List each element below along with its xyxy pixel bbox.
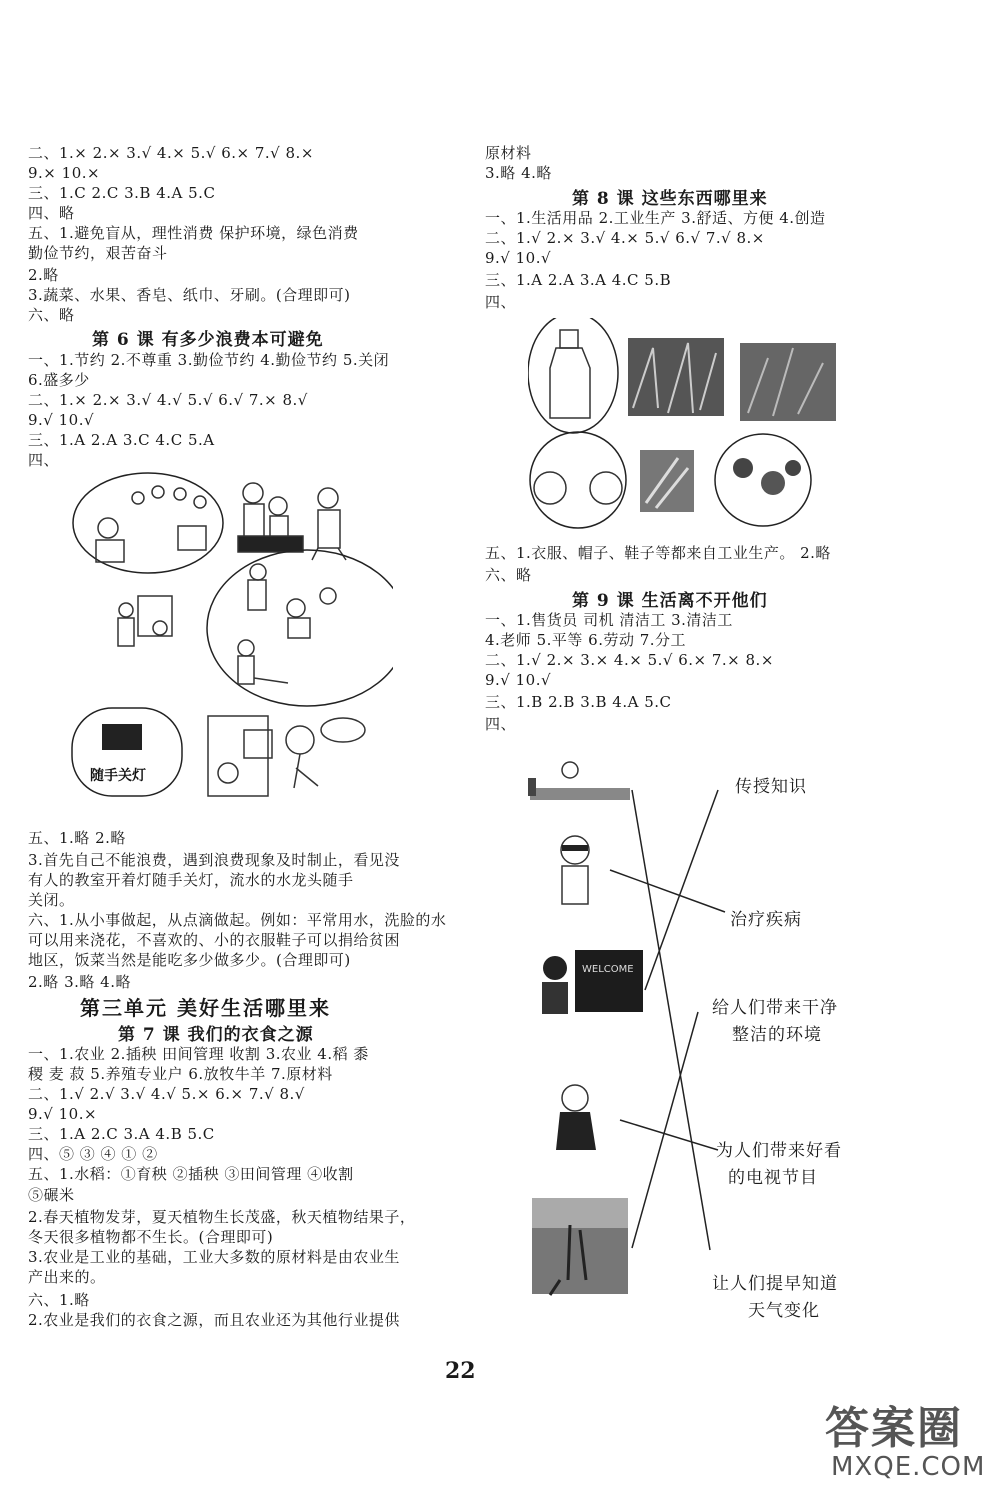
unit-title: 第三单元 美好生活哪里来: [80, 996, 331, 1020]
answer-line: 3.蔬菜、水果、香皂、纸巾、牙刷。(合理即可): [28, 286, 351, 304]
answer-line: 3.首先自己不能浪费，遇到浪费现象及时制止，看见没: [28, 851, 400, 869]
answer-line: 一、1.节约 2.不尊重 3.勤俭节约 4.勤俭节约 5.关闭: [28, 351, 390, 369]
lights-off-caption: 随手关灯: [90, 768, 146, 784]
match-label: 给人们带来干净: [712, 998, 838, 1018]
answer-line: 四、: [485, 715, 517, 733]
answer-line: 六、略: [485, 566, 532, 584]
answer-line: 3.农业是工业的基础，工业大多数的原材料是由农业生: [28, 1248, 400, 1266]
answer-line: 稷 麦 菽 5.养殖专业户 6.放牧牛羊 7.原材料: [28, 1065, 333, 1083]
answer-line: 2.略: [28, 266, 59, 284]
answer-line: 五、1.避免盲从，理性消费 保护环境，绿色消费: [28, 224, 359, 242]
answer-line: 三、1.C 2.C 3.B 4.A 5.C: [28, 184, 216, 202]
answer-line: 六、1.略: [28, 1291, 90, 1309]
answer-line: 一、1.生活用品 2.工业生产 3.舒适、方便 4.创造: [485, 209, 826, 227]
answer-line: 二、1.√ 2.× 3.× 4.× 5.√ 6.× 7.× 8.×: [485, 651, 774, 669]
answer-line: 二、1.√ 2.√ 3.√ 4.√ 5.× 6.× 7.√ 8.√: [28, 1085, 305, 1103]
match-label: 让人们提早知道: [712, 1274, 838, 1294]
answer-line: 三、1.A 2.C 3.A 4.B 5.C: [28, 1125, 215, 1143]
match-label: 为人们带来好看: [716, 1141, 842, 1161]
answer-line: 四、略: [28, 204, 75, 222]
answer-line: 二、1.√ 2.× 3.√ 4.× 5.√ 6.√ 7.√ 8.×: [485, 229, 765, 247]
answer-line: 一、1.售货员 司机 清洁工 3.清洁工: [485, 611, 733, 629]
answer-line: 四、: [28, 451, 60, 469]
answer-line: 9.× 10.×: [28, 164, 101, 182]
watermark: [825, 1392, 985, 1482]
answer-line: 2.春天植物发芽，夏天植物生长茂盛，秋天植物结果子，: [28, 1208, 416, 1226]
answer-line: 五、1.衣服、帽子、鞋子等都来自工业生产。 2.略: [485, 544, 831, 562]
answer-line: 9.√ 10.×: [28, 1105, 98, 1123]
answer-line: 2.农业是我们的衣食之源，而且农业还为其他行业提供: [28, 1311, 400, 1329]
answer-line: 勤俭节约，艰苦奋斗: [28, 244, 168, 262]
answer-line: ⑤碾米: [28, 1186, 75, 1204]
answer-line: 关闭。: [28, 891, 75, 909]
answer-line: 9.√ 10.√: [485, 249, 552, 267]
match-label: 天气变化: [748, 1301, 820, 1321]
answer-line: 三、1.B 2.B 3.B 4.A 5.C: [485, 693, 672, 711]
answer-line: 有人的教室开着灯随手关灯，流水的水龙头随手: [28, 871, 354, 889]
answer-line: 可以用来浇花，不喜欢的、小的衣服鞋子可以捐给贫困: [28, 931, 401, 949]
board-text: WELCOME: [582, 964, 634, 975]
answer-line: 五、1.水稻：①育秧 ②插秧 ③田间管理 ④收割: [28, 1165, 354, 1183]
answer-line: 二、1.× 2.× 3.√ 4.× 5.√ 6.× 7.√ 8.×: [28, 144, 314, 162]
match-label: 传授知识: [735, 777, 807, 797]
lesson-title: 第 7 课 我们的衣食之源: [118, 1025, 314, 1045]
answer-line: 地区，饭菜当然是能吃多少做多少。(合理即可): [28, 951, 351, 969]
answer-line: 原材料: [485, 144, 532, 162]
raw-material-figure: [528, 318, 848, 543]
answer-line: 六、1.从小事做起，从点滴做起。例如：平常用水，洗脸的水: [28, 911, 447, 929]
waste-illustration: [68, 468, 393, 813]
watermark-title: 答案圈: [825, 1403, 963, 1454]
answer-line: 六、略: [28, 306, 75, 324]
answer-line: 一、1.农业 2.插秧 田间管理 收割 3.农业 4.稻 黍: [28, 1045, 369, 1063]
lesson-title: 第 6 课 有多少浪费本可避免: [92, 330, 324, 350]
lesson-title: 第 9 课 生活离不开他们: [572, 591, 768, 611]
answer-line: 3.略 4.略: [485, 164, 552, 182]
answer-line: 6.盛多少: [28, 371, 90, 389]
answer-line: 二、1.× 2.× 3.√ 4.√ 5.√ 6.√ 7.× 8.√: [28, 391, 308, 409]
page-number: 22: [445, 1358, 476, 1384]
answer-line: 五、1.略 2.略: [28, 829, 126, 847]
watermark-url: MXQE.COM: [831, 1452, 986, 1482]
answer-line: 9.√ 10.√: [28, 411, 95, 429]
match-label: 治疗疾病: [730, 910, 802, 930]
answer-line: 三、1.A 2.A 3.A 4.C 5.B: [485, 271, 672, 289]
lesson-title: 第 8 课 这些东西哪里来: [572, 189, 768, 209]
answer-line: 四、: [485, 293, 517, 311]
answer-line: 冬天很多植物都不生长。(合理即可): [28, 1228, 274, 1246]
answer-line: 产出来的。: [28, 1268, 106, 1286]
match-label: 整洁的环境: [732, 1025, 822, 1045]
answer-line: 四、⑤ ③ ④ ① ②: [28, 1145, 158, 1163]
match-label: 的电视节目: [728, 1168, 818, 1188]
answer-line: 4.老师 5.平等 6.劳动 7.分工: [485, 631, 687, 649]
answer-line: 2.略 3.略 4.略: [28, 973, 131, 991]
answer-line: 三、1.A 2.A 3.C 4.C 5.A: [28, 431, 215, 449]
answer-line: 9.√ 10.√: [485, 671, 552, 689]
